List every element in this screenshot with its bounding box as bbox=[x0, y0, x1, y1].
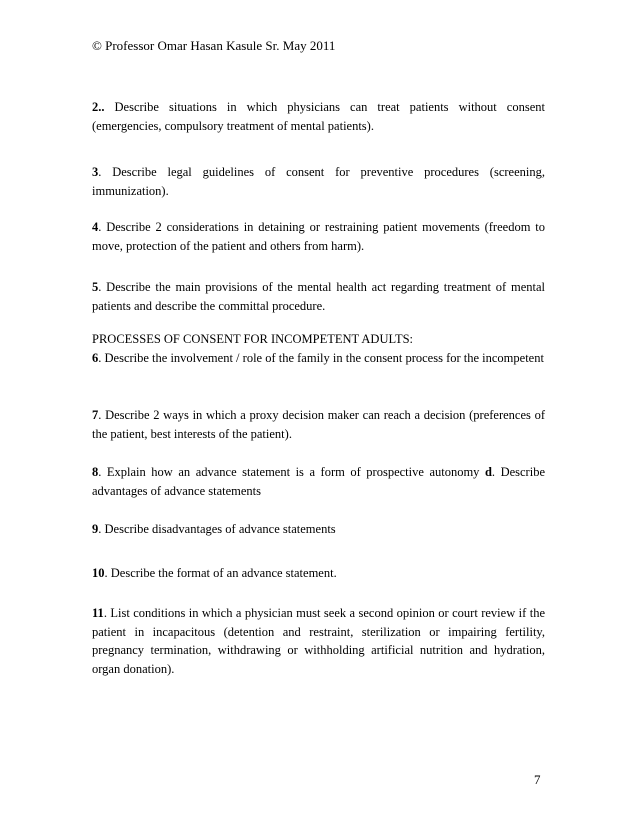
question-10 bbox=[92, 564, 545, 583]
question-text-after: . Describe advantages of advance statements bbox=[92, 465, 545, 498]
question-text: . Describe the format of an advance statement. bbox=[104, 566, 337, 580]
question-6 bbox=[92, 330, 545, 367]
question-number: 3 bbox=[92, 165, 99, 179]
question-3 bbox=[92, 163, 545, 200]
question-9 bbox=[92, 520, 545, 539]
question-number: 4 bbox=[92, 220, 99, 234]
section-heading: PROCESSES OF CONSENT FOR INCOMPETENT ADULTS: bbox=[92, 332, 414, 346]
page-header: © Professor Omar Hasan Kasule Sr. May 2011 bbox=[92, 38, 336, 53]
question-text: . Describe disadvantages of advance statements bbox=[98, 522, 336, 536]
question-8 bbox=[92, 463, 545, 500]
question-5 bbox=[92, 278, 545, 315]
question-number: 11 bbox=[92, 606, 104, 620]
question-7 bbox=[92, 406, 545, 443]
question-2 bbox=[92, 98, 545, 135]
question-number: 10 bbox=[92, 566, 105, 580]
question-number: 9 bbox=[92, 522, 99, 536]
question-text: . Explain how an advance statement is a form of prospective autonomy bbox=[98, 465, 485, 479]
question-text: . Describe legal guidelines of consent for preventive procedures (screening, immunization). bbox=[92, 165, 545, 198]
question-text: . Describe the main provisions of the mental health act regarding treatment of mental patients and describe the committal procedure. bbox=[92, 280, 545, 313]
question-number: 5 bbox=[92, 280, 99, 294]
question-text: . Describe 2 ways in which a proxy decision maker can reach a decision (preferences of the patient, best interests of the patient). bbox=[92, 408, 545, 441]
question-text: Describe situations in which physicians can treat patients without consent (emergencies, compulsory treatment of mental patients). bbox=[92, 100, 545, 133]
question-number: 7 bbox=[92, 408, 99, 422]
page-number: 7 bbox=[534, 772, 541, 787]
question-text: . List conditions in which a physician must seek a second opinion or court review if the patient in incapacitous (detention and restraint, sterilization or impairing fertility, pregnancy termination, withdrawing or withholding artificial nutrition and hydration, organ donation). bbox=[92, 606, 545, 676]
question-11 bbox=[92, 604, 545, 678]
question-number: 2.. bbox=[92, 100, 105, 114]
question-number: 8 bbox=[92, 465, 99, 479]
bold-letter: d bbox=[484, 465, 492, 479]
question-text: . Describe the involvement / role of the family in the consent process for the incompetent bbox=[98, 350, 544, 365]
question-text: . Describe 2 considerations in detaining or restraining patient movements (freedom to move, protection of the patient and others from harm). bbox=[92, 220, 545, 253]
question-number: 6 bbox=[92, 350, 99, 365]
question-4 bbox=[92, 218, 545, 255]
